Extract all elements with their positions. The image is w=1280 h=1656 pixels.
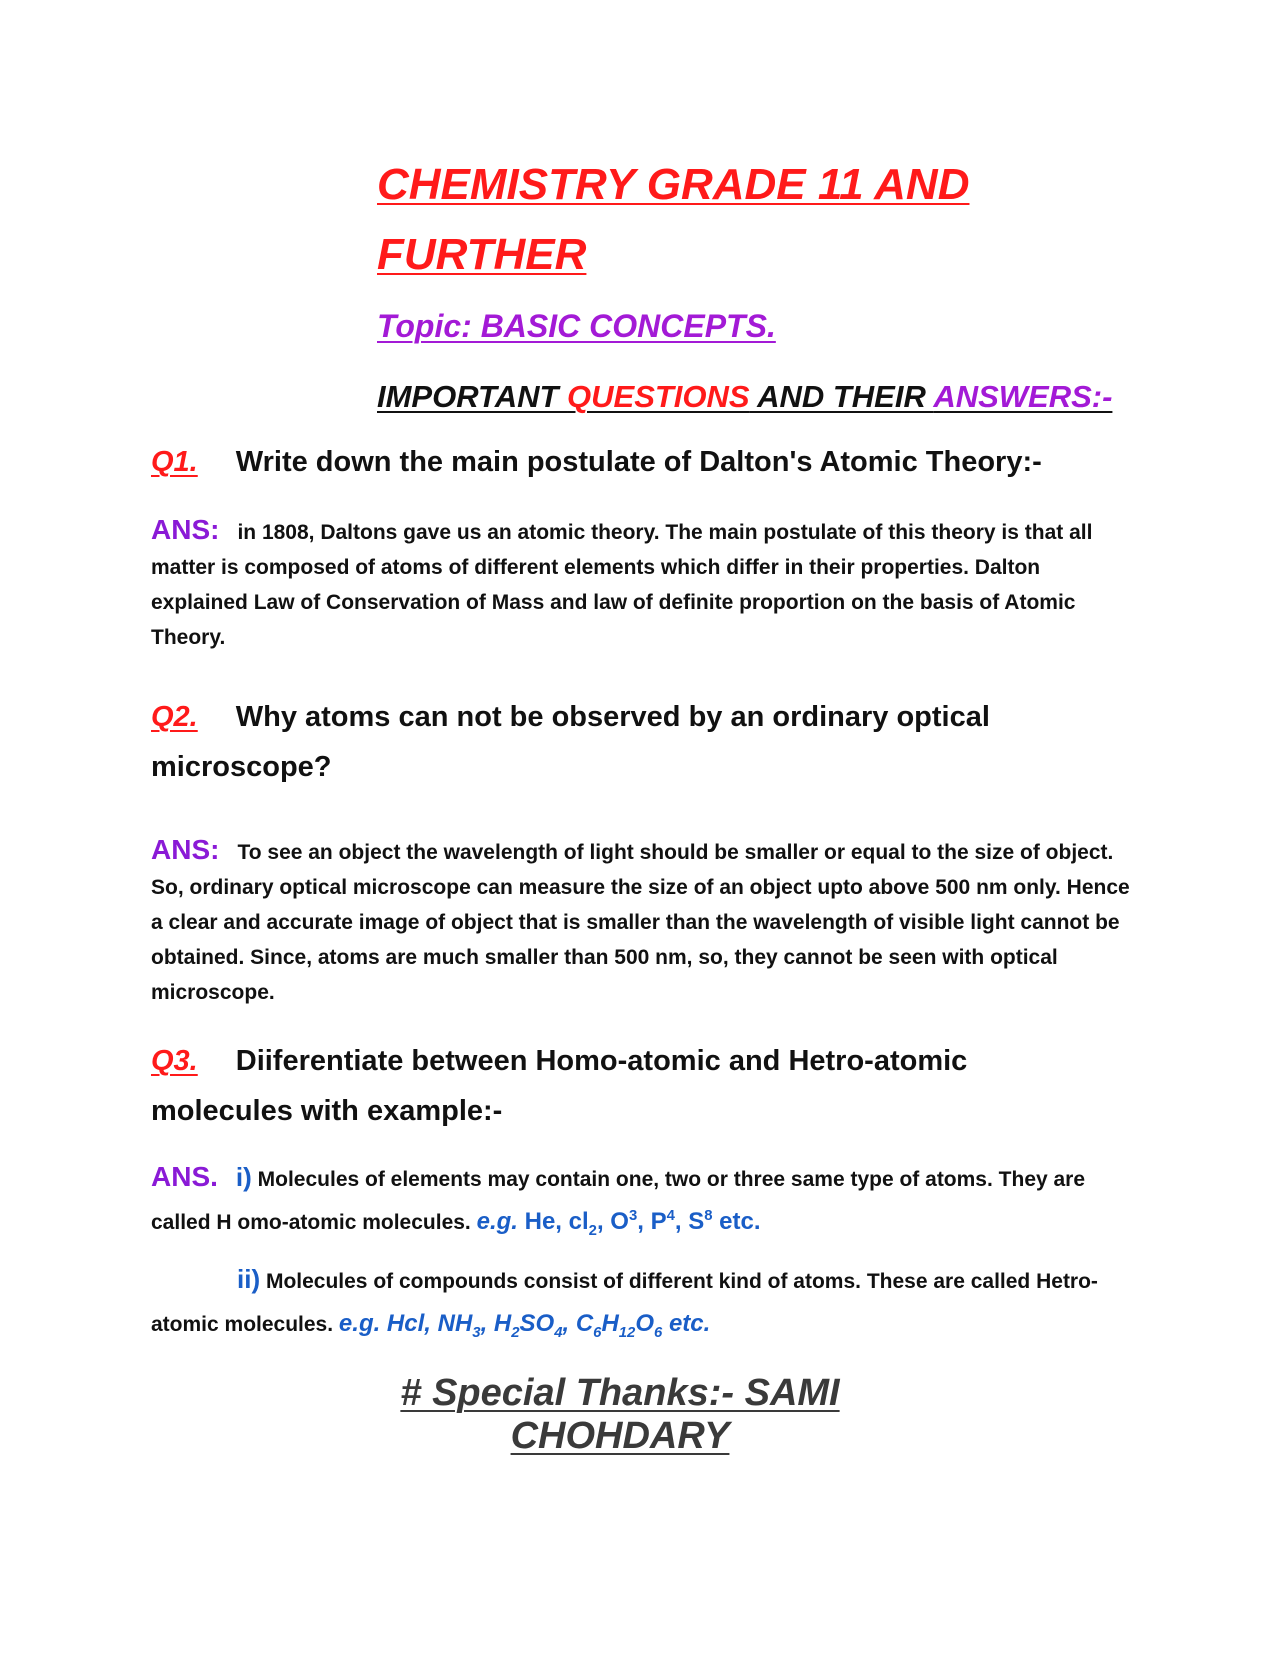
question-3	[151, 1036, 1031, 1136]
answer-3-part-1-examples: e.g. He, $cl_2$, $O^3$, $P^4$, $S^8$ etc.	[476, 1208, 761, 1239]
question-1-number: Q1.	[151, 446, 198, 478]
answer-3-part-2	[151, 1258, 1111, 1346]
answer-2-text: To see an object the wavelength of light should be smaller or equal to the size of object. So, ordinary optical microscope can measure the size of an object upto above 500 nm only. Hence a clear and accurate image of object that is smaller than the wavelength of visible light cannot be obtained. Since, atoms are much smaller than 500 nm, so, they cannot be seen with optical microscope.	[151, 841, 1130, 1004]
answer-3-part-1-text: Molecules of elements may contain one, two or three same type of atoms. They are called H omo-atomic molecules.	[151, 1168, 1086, 1234]
answer-3-part-2-eg: e.g.	[338, 1310, 381, 1337]
important-heading	[377, 379, 1157, 415]
answer-3-label: ANS.	[151, 1161, 218, 1192]
question-3-text: Diiferentiate between Homo-atomic and Hetro-atomic molecules with example:-	[151, 1045, 968, 1127]
question-1	[151, 437, 1136, 487]
answer-3-part-2-examples: e.g. Hcl, $NH_3$, $H_2SO_4$, $C_6H_{12}O_6$ etc.	[338, 1310, 711, 1341]
answer-1-text: in 1808, Daltons gave us an atomic theory. The main postulate of this theory is that all matter is composed of atoms of different elements which differ in their properties. Dalton explained Law of Conservation of Mass and law of definite proportion on the basis of Atomic Theory.	[151, 521, 1093, 649]
question-2-number: Q2.	[151, 701, 198, 733]
important-questions: QUESTIONS	[567, 379, 750, 414]
question-1-heading	[151, 437, 1136, 487]
answer-3-part-1	[151, 1156, 1111, 1244]
document-title	[377, 150, 1157, 290]
answer-3-part-2-text: Molecules of compounds consist of different kind of atoms. These are called Hetro-atomic molecules.	[151, 1270, 1098, 1336]
question-3-heading	[151, 1036, 1031, 1136]
answer-3-part-1-label: i)	[235, 1162, 252, 1192]
answer-3-part-2-label: ii)	[237, 1264, 261, 1294]
answer-3	[151, 1156, 1111, 1346]
title-line-2: FURTHER	[377, 230, 587, 279]
question-2-heading	[151, 692, 1031, 792]
important-prefix: IMPORTANT	[377, 379, 568, 414]
question-2-text: Why atoms can not be observed by an ordinary optical microscope?	[151, 701, 990, 783]
special-thanks: # Special Thanks:- SAMI CHOHDARY	[400, 1372, 840, 1457]
important-middle: AND THEIR	[749, 379, 934, 414]
question-1-text: Write down the main postulate of Dalton's Atomic Theory:-	[235, 446, 1042, 478]
answer-1	[151, 512, 1111, 655]
answer-3-part-1-eg: e.g.	[476, 1208, 518, 1235]
answer-2	[151, 832, 1136, 1010]
header-block	[377, 150, 1157, 415]
question-2	[151, 692, 1031, 792]
title-line-1: CHEMISTRY GRADE 11 AND	[377, 160, 970, 209]
topic-heading: Topic: BASIC CONCEPTS.	[377, 308, 776, 344]
answer-1-label: ANS:	[151, 514, 220, 545]
question-3-number: Q3.	[151, 1045, 198, 1077]
answer-2-label: ANS:	[151, 834, 220, 865]
important-answers: ANSWERS:-	[933, 379, 1113, 414]
